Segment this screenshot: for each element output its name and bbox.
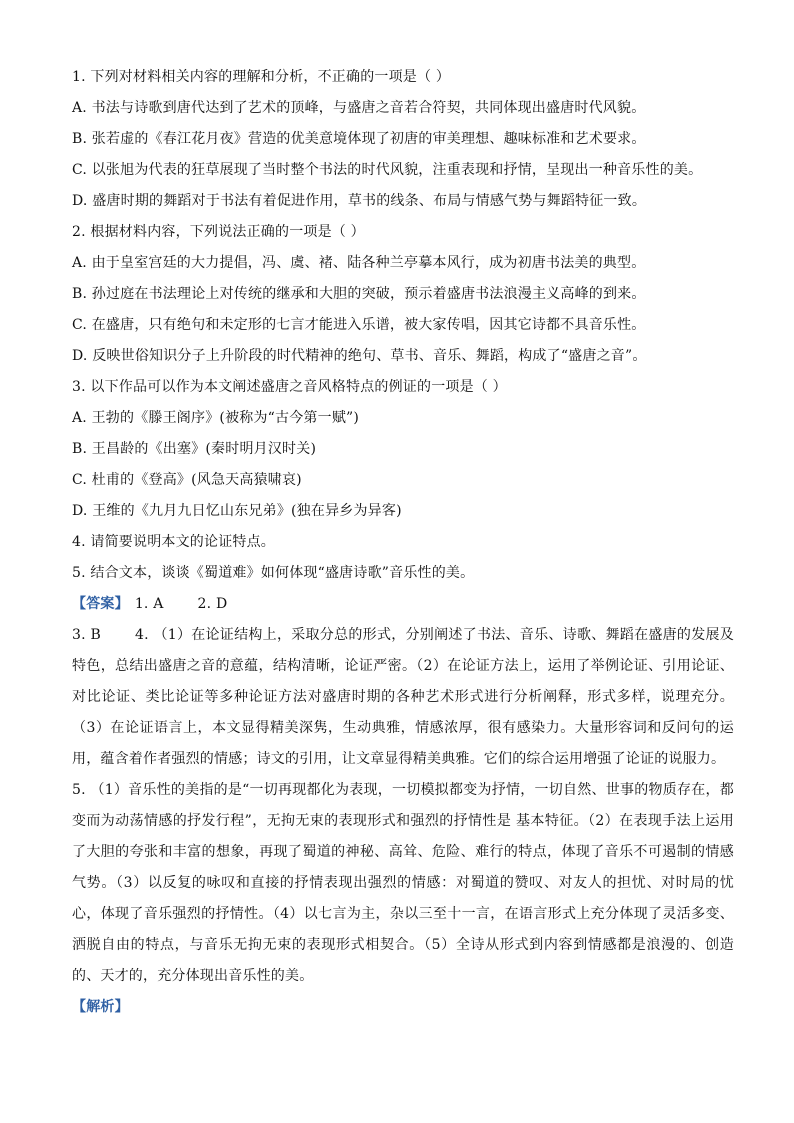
analysis-heading — [72, 992, 734, 1023]
question-3-option-b: B. 王昌龄的《出塞》(秦时明月汉时关) — [72, 441, 317, 457]
question-1-option-d: D. 盛唐时期的舞蹈对于书法有着促进作用，草书的线条、布局与情感气势与舞蹈特征一致。 — [72, 193, 647, 209]
question-3-option-a: A. 王勃的《滕王阁序》(被称为“古今第一赋”) — [72, 410, 360, 426]
answer-5-paragraph: 5. （1）音乐性的美指的是“一切再现都化为表现，一切模拟都变为抒情，一切自然、世事的物质存在，都变而为动荡情感的抒发行程”，无拘无束的表现形式和强烈的抒情性是 基本特征。（2）在表现手法上运用了大胆的夸张和丰富的想象，再现了蜀道的神秘、高耸、危险、难行的特点，体现了音乐不可遏制的情感气势。（3）以反复的咏叹和直接的抒情表现出强烈的情感：对蜀道的赞叹、对友人的担忧、对时局的忧心，体现了音乐强烈的抒情性。（4）以七言为主，杂以三至十一言，在语言形式上充分体现了灵活多变、洒脱自由的特点，与音乐无拘无束的表现形式相契合。（5）全诗从形式到内容到情感都是浪漫的、创造的、天才的，充分体现出音乐性的美。 — [72, 782, 734, 984]
answer-heading-line — [72, 589, 734, 620]
answer-2: 2. D — [197, 596, 228, 612]
question-3-option-d: D. 王维的《九月九日忆山东兄弟》(独在异乡为异客) — [72, 503, 402, 519]
question-1-option-b: B. 张若虚的《春江花月夜》营造的优美意境体现了初唐的审美理想、趣味标准和艺术要求。 — [72, 131, 646, 147]
question-2-option-d: D. 反映世俗知识分子上升阶段的时代精神的绝句、草书、音乐、舞蹈，构成了“盛唐之音”。 — [72, 348, 647, 364]
question-4: 4. 请简要说明本文的论证特点。 — [72, 534, 276, 550]
answer-3: 3. B — [72, 627, 101, 643]
document-page — [72, 62, 734, 1023]
answer-1: 1. A — [134, 596, 164, 612]
question-2-option-b: B. 孙过庭在书法理论上对传统的继承和大胆的突破，预示着盛唐书法浪漫主义高峰的到来。 — [72, 286, 646, 302]
answer-4: 4. （1）在论证结构上，采取分总的形式，分别阐述了书法、音乐、诗歌、舞蹈在盛唐的发展及特色，总结出盛唐之音的意蕴，结构清晰，论证严密。（2）在论证方法上，运用了举例论证、引用论证、对比论证、类比论证等多种论证方法对盛唐时期的各种艺术形式进行分析阐释，形式多样，说理充分。（3）在论证语言上，本文显得精美深隽，生动典雅，情感浓厚，很有感染力。大量形容词和反问句的运用，蕴含着作者强烈的情感；诗文的引用，让文章显得精美典雅。它们的综合运用增强了论证的说服力。 — [72, 627, 734, 767]
question-2-option-a: A. 由于皇室宫廷的大力提倡，冯、虞、褚、陆各种兰亭摹本风行，成为初唐书法美的典型。 — [72, 255, 646, 271]
question-5: 5. 结合文本，谈谈《蜀道难》如何体现“盛唐诗歌”音乐性的美。 — [72, 565, 475, 581]
question-1-option-c: C. 以张旭为代表的狂草展现了当时整个书法的时代风貌，注重表现和抒情，呈现出一种音乐性的美。 — [72, 162, 703, 178]
question-3-option-c: C. 杜甫的《登高》(风急天高猿啸哀) — [72, 472, 302, 488]
question-1-stem: 1. 下列对材料相关内容的理解和分析，不正确的一项是（ ） — [72, 69, 451, 85]
answer-label: 【答案】 — [72, 596, 129, 612]
question-2-option-c: C. 在盛唐，只有绝句和未定形的七言才能进入乐谱，被大家传唱，因其它诗都不具音乐性。 — [72, 317, 646, 333]
question-3-stem: 3. 以下作品可以作为本文阐述盛唐之音风格特点的例证的一项是（ ） — [72, 379, 507, 395]
question-2-stem: 2. 根据材料内容，下列说法正确的一项是（ ） — [72, 224, 365, 240]
answer-3-4-paragraph — [72, 620, 734, 775]
question-1-option-a: A. 书法与诗歌到唐代达到了艺术的顶峰，与盛唐之音若合符契，共同体现出盛唐时代风貌。 — [72, 100, 646, 116]
analysis-label: 【解析】 — [72, 999, 129, 1015]
